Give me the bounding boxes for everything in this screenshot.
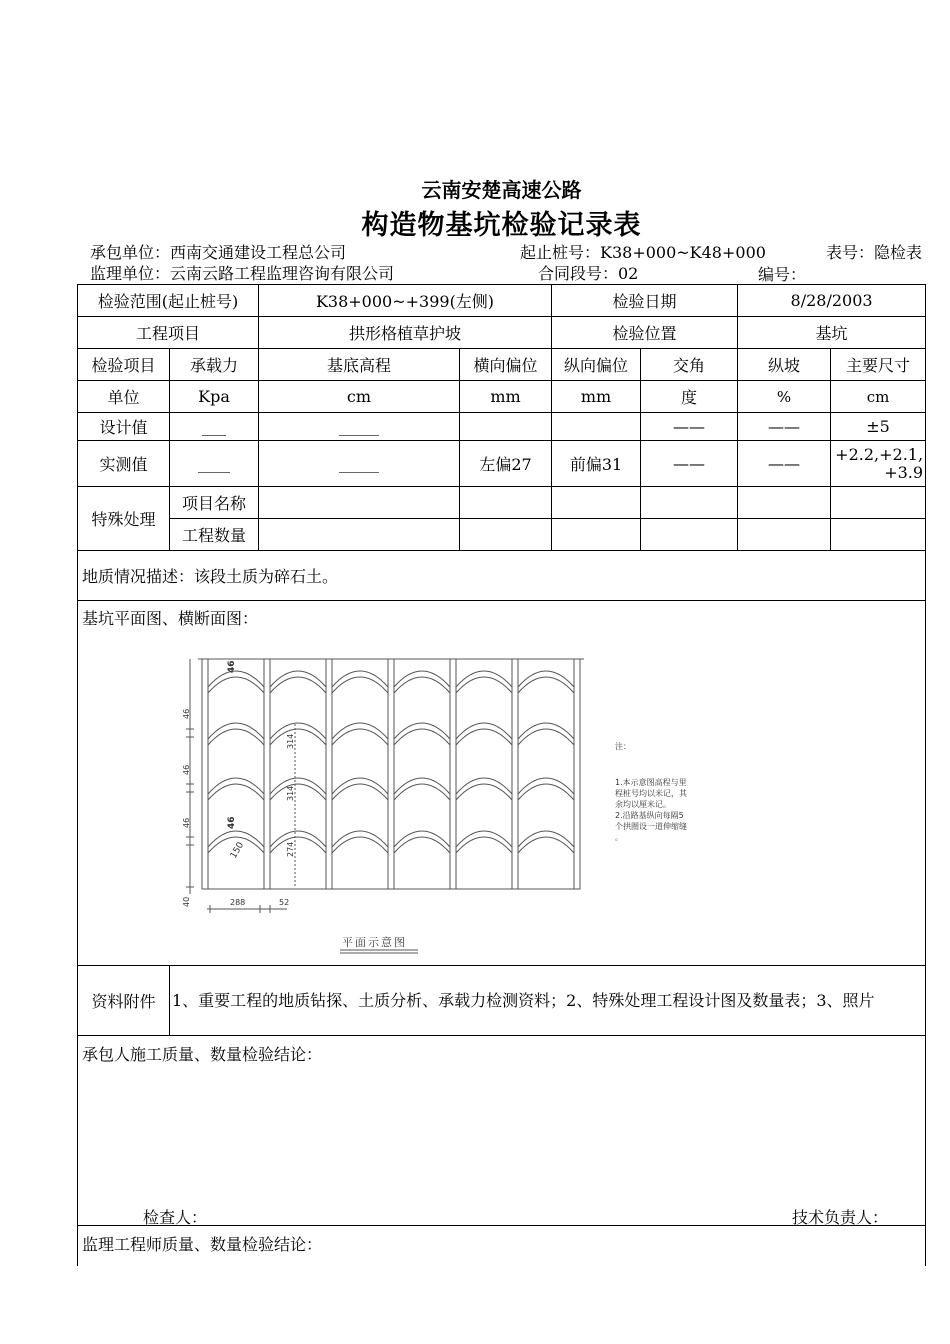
table-cell — [460, 519, 552, 551]
special-treatment-label: 特殊处理 — [78, 487, 170, 551]
table-cell: Kpa — [170, 381, 259, 413]
form-number: 表号：隐检表 — [826, 243, 923, 262]
table-cell: —— — [738, 441, 831, 487]
table-cell — [738, 519, 831, 551]
table-cell: —— — [738, 413, 831, 441]
special-quantity-label: 工程数量 — [170, 519, 259, 551]
table-cell — [738, 487, 831, 519]
measured-row — [78, 441, 926, 487]
table-cell — [460, 413, 552, 441]
table-cell — [831, 519, 926, 551]
serial-number: 编号： — [758, 265, 807, 284]
table-cell — [831, 487, 926, 519]
header-row — [78, 349, 926, 381]
geology-description: 地质情况描述：该段土质为碎石土。 — [78, 551, 926, 601]
svg-text:2.沿路基纵向每隔5: 2.沿路基纵向每隔5 — [615, 811, 684, 820]
doc-title-road: 云南安楚高速公路 — [421, 178, 582, 202]
table-cell — [641, 487, 738, 519]
table-cell — [552, 413, 641, 441]
dim-150: 150 — [228, 840, 247, 861]
attachments-text: 1、重要工程的地质钻探、土质分析、承载力检测资料；2、特殊处理工程设计图及数量表；3、照片 — [170, 966, 926, 1036]
table-cell: ±5 — [831, 413, 926, 441]
table-cell: 检验项目 — [78, 349, 170, 381]
supervisor-unit: 监理单位：云南云路工程监理咨询有限公司 — [90, 264, 395, 283]
drawing-caption: 平面示意图 — [342, 936, 407, 949]
table-cell — [641, 519, 738, 551]
svg-text:程桩号均以米记，其: 程桩号均以米记，其 — [615, 789, 687, 798]
table-cell: —— — [641, 413, 738, 441]
project-value: 拱形格植草护坡 — [259, 317, 552, 349]
table-cell: cm — [831, 381, 926, 413]
svg-text:余均以厘米记。: 余均以厘米记。 — [615, 800, 671, 809]
inspector-label: 检查人： — [143, 1208, 208, 1227]
table-cell: 交角 — [641, 349, 738, 381]
plan-drawing — [82, 629, 912, 965]
dim-288: 288 — [230, 898, 246, 907]
dim-46-a: 46 — [182, 708, 191, 719]
inspection-table — [77, 284, 926, 1266]
table-cell: 主要尺寸 — [831, 349, 926, 381]
table-cell: mm — [552, 381, 641, 413]
main-size-measured: +2.2,+2.1, +3.9 — [831, 441, 926, 487]
project-label: 工程项目 — [78, 317, 259, 349]
dim-46-b: 46 — [182, 764, 191, 775]
supervisor-conclusion: 监理工程师质量、数量检验结论： — [78, 1226, 926, 1266]
dim-46-top: 46 — [227, 660, 237, 673]
svg-text:个拱圈设一道伸缩缝: 个拱圈设一道伸缩缝 — [615, 822, 687, 831]
table-cell: 实测值 — [78, 441, 170, 487]
dim-46-c: 46 — [182, 817, 191, 828]
table-cell — [259, 519, 460, 551]
table-cell: 纵坡 — [738, 349, 831, 381]
contractor-conclusion: 承包人施工质量、数量检验结论： — [78, 1036, 926, 1226]
table-cell — [552, 519, 641, 551]
plan-section — [78, 601, 926, 966]
special-item-name-label: 项目名称 — [170, 487, 259, 519]
dim-274: 274 — [286, 841, 295, 857]
table-cell — [460, 487, 552, 519]
dim-40: 40 — [182, 896, 191, 907]
design-row — [78, 413, 926, 441]
inspect-range-value: K38+000~+399(左侧) — [259, 285, 552, 317]
table-cell: ___ — [170, 413, 259, 441]
table-cell: 单位 — [78, 381, 170, 413]
doc-title-form: 构造物基坑检验记录表 — [361, 210, 642, 241]
table-cell: 设计值 — [78, 413, 170, 441]
dim-46-mid: 46 — [227, 816, 237, 829]
svg-text:1.本示意图高程与里: 1.本示意图高程与里 — [615, 778, 687, 787]
inspect-location-label: 检验位置 — [552, 317, 738, 349]
table-cell: mm — [460, 381, 552, 413]
dim-314-a: 314 — [286, 733, 295, 749]
table-cell — [259, 487, 460, 519]
table-cell: 承载力 — [170, 349, 259, 381]
stake-range: 起止桩号：K38+000~K48+000 — [520, 243, 766, 262]
table-cell: _____ — [259, 413, 460, 441]
table-cell: 横向偏位 — [460, 349, 552, 381]
table-cell: _____ — [259, 441, 460, 487]
svg-text:注：: 注： — [615, 742, 631, 751]
contract-section: 合同段号：02 — [538, 264, 639, 283]
table-cell: 度 — [641, 381, 738, 413]
plan-label: 基坑平面图、横断面图： — [82, 609, 259, 628]
table-cell — [552, 487, 641, 519]
table-cell: ____ — [170, 441, 259, 487]
unit-row — [78, 381, 926, 413]
dim-52: 52 — [279, 898, 290, 907]
inspect-date-value: 8/28/2003 — [738, 285, 926, 317]
table-cell: 基底高程 — [259, 349, 460, 381]
table-cell: cm — [259, 381, 460, 413]
table-cell: 前偏31 — [552, 441, 641, 487]
table-cell: % — [738, 381, 831, 413]
tech-lead-label: 技术负责人： — [792, 1208, 889, 1227]
table-cell: 纵向偏位 — [552, 349, 641, 381]
drawing-notes — [615, 741, 688, 842]
svg-text:。: 。 — [615, 833, 623, 842]
inspect-location-value: 基坑 — [738, 317, 926, 349]
attachments-label: 资料附件 — [78, 966, 170, 1036]
inspect-date-label: 检验日期 — [552, 285, 738, 317]
inspect-range-label: 检验范围(起止桩号) — [78, 285, 259, 317]
table-cell: —— — [641, 441, 738, 487]
dim-314-b: 314 — [286, 785, 295, 801]
contractor-unit: 承包单位：西南交通建设工程总公司 — [90, 243, 347, 262]
table-cell: 左偏27 — [460, 441, 552, 487]
